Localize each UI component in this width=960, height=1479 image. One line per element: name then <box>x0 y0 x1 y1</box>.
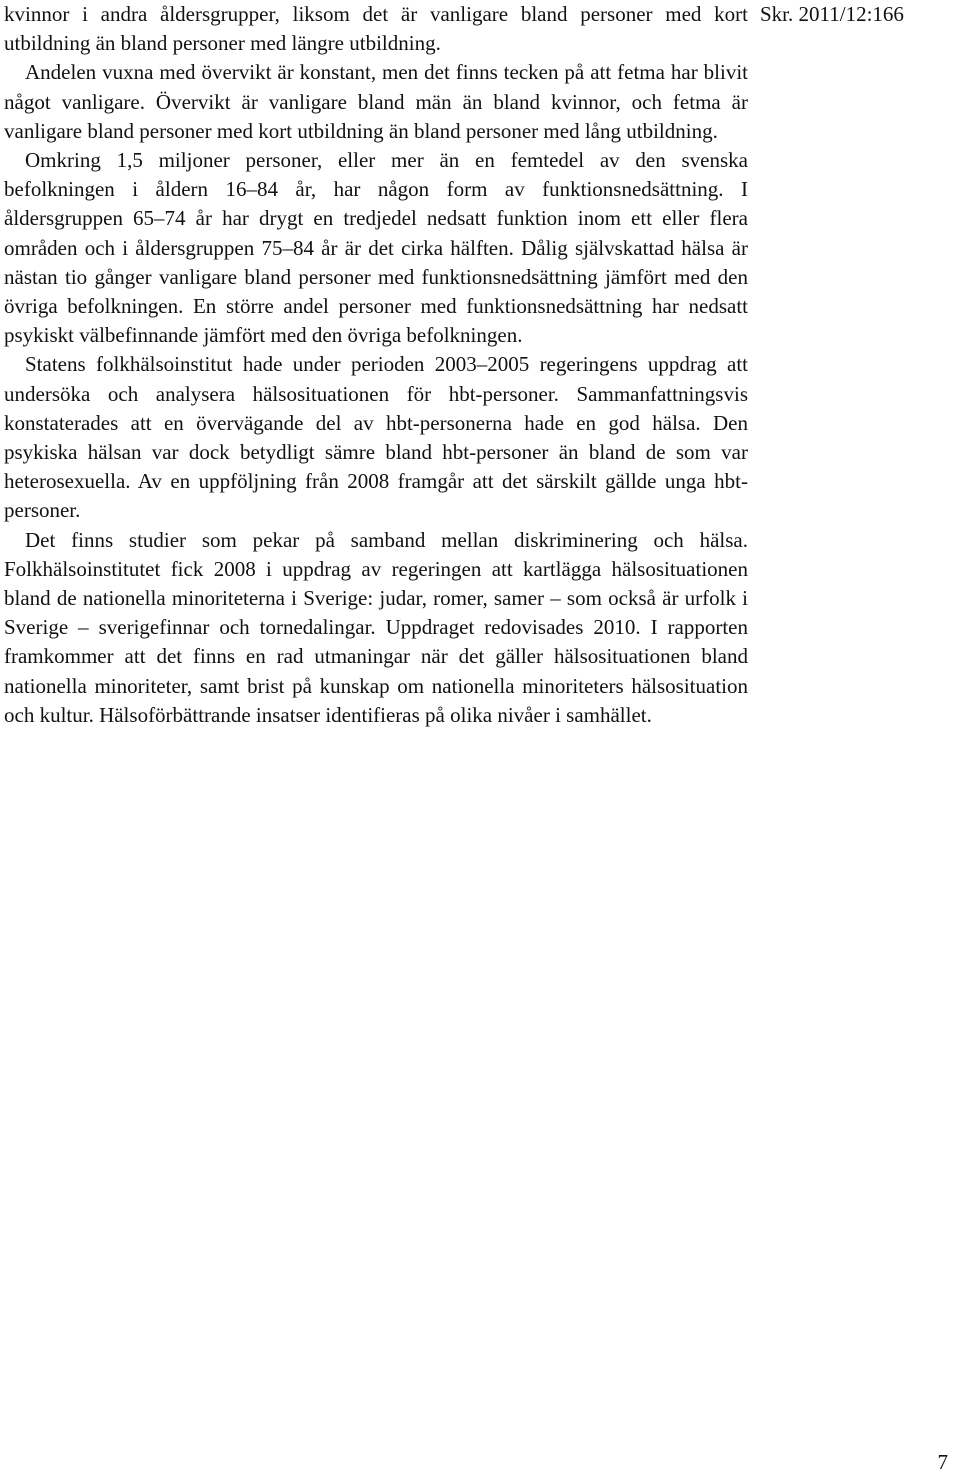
body-text-column <box>4 0 748 730</box>
paragraph-overweight: Andelen vuxna med övervikt är konstant, men det finns tecken på att fetma har blivit något vanligare. Övervikt är vanligare bland män än bland kvinnor, och fetma är vanligare bland personer med kort utbildning än bland personer med lång utbildning. <box>4 60 748 143</box>
paragraph-continuation: kvinnor i andra åldersgrupper, liksom det är vanligare bland personer med kort utbildning än bland personer med längre utbildning. <box>4 2 748 56</box>
paragraph-hbt-health: Statens folkhälsoinstitut hade under perioden 2003–2005 regeringens uppdrag att undersöka och analysera hälsosituationen för hbt-personer. Sammanfattningsvis konstaterades att en övervägande del av hbt-personerna hade en god hälsa. Den psykiska hälsan var dock betydligt sämre bland hbt-personer än bland de som var heterosexuella. Av en uppföljning från 2008 framgår att det särskilt gällde unga hbt-personer. <box>4 352 748 523</box>
paragraph-minorities: Det finns studier som pekar på samband mellan diskriminering och hälsa. Folkhälsoinstitutet fick 2008 i uppdrag av regeringen att kartlägga hälsosituationen bland de nationella minoriteterna i Sverige: judar, romer, samer – som också är urfolk i Sverige – sverigefinnar och tornedalingar. Uppdraget redovisades 2010. I rapporten framkommer att det finns en rad utmaningar när det gäller hälsosituationen bland nationella minoriteter, samt brist på kunskap om nationella minoriteters hälsosituation och kultur. Hälsoförbättrande insatser identifieras på olika nivåer i samhället. <box>4 527 748 727</box>
page-number: 7 <box>937 1450 948 1474</box>
paragraph-disability: Omkring 1,5 miljoner personer, eller mer än en femtedel av den svenska befolkningen i åldern 16–84 år, har någon form av funktionsnedsättning. I åldersgruppen 65–74 år har drygt en tredjedel nedsatt funktion inom ett eller flera områden och i åldersgruppen 75–84 år är det cirka hälften. Dålig självskattad hälsa är nästan tio gånger vanligare bland personer med funktionsnedsättning jämfört med den övriga befolkningen. En större andel personer med funktionsnedsättning har nedsatt psykiskt välbefinnande jämfört med den övriga befolkningen. <box>4 148 748 348</box>
document-reference: Skr. 2011/12:166 <box>760 2 904 26</box>
